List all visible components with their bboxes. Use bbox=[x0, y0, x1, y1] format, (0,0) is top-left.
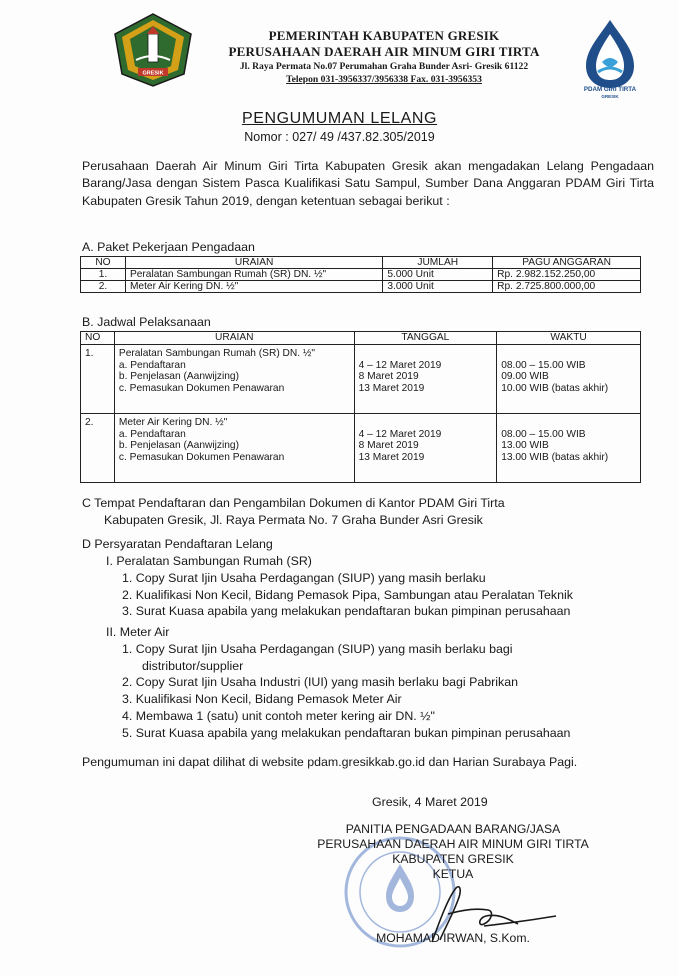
schedule-date: 4 – 12 Maret 2019 bbox=[358, 428, 442, 440]
cell-uraian: Meter Air Kering DN. ½" bbox=[125, 281, 382, 293]
cell-no: 1. bbox=[81, 345, 115, 414]
table-header-row bbox=[81, 332, 641, 345]
cell-jumlah: 5.000 Unit bbox=[383, 269, 493, 281]
cell-no: 1. bbox=[81, 269, 126, 281]
cell-waktu bbox=[497, 414, 641, 483]
intro-paragraph: Perusahaan Daerah Air Minum Giri Tirta Kabupaten Gresik akan mengadakan Lelang Pengadaan Barang/Jasa dengan Sistem Pasca Kualifikasi Satu Sampul, Sumber Dana Anggaran PDAM Giri Tirta Kabupaten Gresik Tahun 2019, dengan ketentuan sebagai berikut : bbox=[82, 159, 654, 208]
column-header: JUMLAH bbox=[383, 257, 493, 269]
table-row bbox=[81, 269, 641, 281]
place-date: Gresik, 4 Maret 2019 bbox=[372, 795, 488, 809]
cell-tanggal bbox=[354, 414, 497, 483]
package-table bbox=[80, 256, 641, 293]
section-d-heading: D Persyaratan Pendaftaran Lelang bbox=[82, 537, 273, 551]
cell-tanggal bbox=[354, 345, 497, 414]
cell-uraian bbox=[114, 345, 354, 414]
schedule-time: 13.00 WIB (batas akhir) bbox=[501, 451, 609, 463]
column-header: PAGU ANGGARAN bbox=[493, 257, 641, 269]
column-header: NO bbox=[81, 257, 126, 269]
schedule-step: a. Pendaftaran bbox=[118, 359, 186, 371]
handwritten-signature bbox=[392, 880, 562, 950]
group-title: I. Peralatan Sambungan Rumah (SR) bbox=[106, 554, 312, 568]
section-c-line: C Tempat Pendaftaran dan Pengambilan Dokumen di Kantor PDAM Giri Tirta bbox=[82, 496, 505, 510]
list-item: 3. Kualifikasi Non Kecil, Bidang Pemasok Meter Air bbox=[122, 692, 402, 707]
list-item-continuation: distributor/supplier bbox=[142, 658, 244, 673]
cell-pagu: Rp. 2.725.800.000,00 bbox=[493, 281, 641, 293]
cell-waktu bbox=[497, 345, 641, 414]
schedule-step: b. Penjelasan (Aanwijzing) bbox=[118, 371, 239, 383]
announcement-number: Nomor : 027/ 49 /437.82.305/2019 bbox=[244, 130, 435, 144]
schedule-date: 13 Maret 2019 bbox=[358, 451, 425, 463]
committee-line: PANITIA PENGADAAN BARANG/JASA bbox=[345, 822, 561, 836]
schedule-step: c. Pemasukan Dokumen Penawaran bbox=[118, 382, 285, 394]
cell-uraian: Peralatan Sambungan Rumah (SR) DN. ½" bbox=[125, 269, 382, 281]
schedule-date: 4 – 12 Maret 2019 bbox=[358, 359, 442, 371]
schedule-time: 08.00 – 15.00 WIB bbox=[501, 428, 586, 440]
regency-line: KABUPATEN GRESIK bbox=[392, 852, 514, 866]
schedule-time: 09.00 WIB bbox=[501, 371, 549, 383]
list-item: 2. Kualifikasi Non Kecil, Bidang Pemasok Pipa, Sambungan atau Peralatan Teknik bbox=[122, 587, 573, 602]
schedule-step: b. Penjelasan (Aanwijzing) bbox=[118, 440, 239, 452]
letterhead-address: Jl. Raya Permata No.07 Perumahan Graha Bunder Asri- Gresik 61122 bbox=[239, 61, 529, 72]
requirements-group-1 bbox=[106, 553, 573, 620]
cell-uraian bbox=[114, 414, 354, 483]
schedule-item-title: Peralatan Sambungan Rumah (SR) DN. ½" bbox=[118, 348, 316, 359]
role-line: KETUA bbox=[432, 867, 474, 881]
schedule-table bbox=[80, 331, 641, 483]
company-line: PERUSAHAAN DAERAH AIR MINUM GIRI TIRTA bbox=[317, 837, 589, 851]
list-item: 1. Copy Surat Ijin Usaha Perdagangan (SIUP) yang masih berlaku bbox=[122, 570, 486, 585]
list-item: 5. Surat Kuasa apabila yang melakukan pendaftaran bukan pimpinan perusahaan bbox=[122, 725, 571, 740]
table-row bbox=[81, 345, 641, 414]
section-c-line: Kabupaten Gresik, Jl. Raya Permata No. 7 Graha Bunder Asri Gresik bbox=[104, 513, 483, 527]
logo-text: GRESIK bbox=[142, 70, 164, 77]
gresik-regency-logo bbox=[112, 12, 194, 88]
list-item: 4. Membawa 1 (satu) unit contoh meter kering air DN. ½" bbox=[122, 708, 435, 723]
cell-jumlah: 3.000 Unit bbox=[383, 281, 493, 293]
pdam-logo-caption: PDAM GIRI TIRTA GRESIK bbox=[583, 86, 637, 99]
list-item: 3. Surat Kuasa apabila yang melakukan pendaftaran bukan pimpinan perusahaan bbox=[122, 604, 571, 619]
schedule-time: 13.00 WIB bbox=[501, 440, 549, 452]
schedule-step: c. Pemasukan Dokumen Penawaran bbox=[118, 451, 285, 463]
announcement-title: PENGUMUMAN LELANG bbox=[241, 110, 438, 127]
signer-name: MOHAMAD IRWAN, S.Kom. bbox=[376, 931, 530, 945]
list-item: 2. Copy Surat Ijin Usaha Industri (IUI) yang masih berlaku bagi Pabrikan bbox=[122, 675, 519, 690]
cell-no: 2. bbox=[81, 281, 126, 293]
column-header: URAIAN bbox=[125, 257, 382, 269]
schedule-date: 8 Maret 2019 bbox=[358, 440, 419, 452]
schedule-date: 13 Maret 2019 bbox=[358, 382, 425, 394]
table-row bbox=[81, 414, 641, 483]
column-header: TANGGAL bbox=[354, 332, 497, 345]
letterhead-phone: Telepon 031-3956337/3956338 Fax. 031-3956353 bbox=[286, 74, 482, 85]
cell-no: 2. bbox=[81, 414, 115, 483]
schedule-item-title: Meter Air Kering DN. ½" bbox=[118, 417, 228, 428]
closing-note: Pengumuman ini dapat dilihat di website pdam.gresikkab.go.id dan Harian Surabaya Pagi. bbox=[82, 755, 578, 769]
column-header: WAKTU bbox=[497, 332, 641, 345]
table-header-row bbox=[81, 257, 641, 269]
table-row bbox=[81, 281, 641, 293]
column-header: URAIAN bbox=[114, 332, 354, 345]
section-a-heading: A. Paket Pekerjaan Pengadaan bbox=[82, 240, 255, 254]
letterhead bbox=[198, 28, 570, 86]
requirements-group-2 bbox=[106, 624, 654, 742]
group-title: II. Meter Air bbox=[106, 625, 170, 639]
column-header: NO bbox=[81, 332, 115, 345]
schedule-time: 10.00 WIB (batas akhir) bbox=[501, 382, 609, 394]
section-b-heading: B. Jadwal Pelaksanaan bbox=[82, 315, 211, 329]
letterhead-company: PERUSAHAAN DAERAH AIR MINUM GIRI TIRTA bbox=[228, 44, 540, 59]
schedule-step: a. Pendaftaran bbox=[118, 428, 186, 440]
cell-pagu: Rp. 2.982.152.250,00 bbox=[493, 269, 641, 281]
section-c bbox=[82, 495, 654, 529]
schedule-date: 8 Maret 2019 bbox=[358, 371, 419, 383]
schedule-time: 08.00 – 15.00 WIB bbox=[501, 359, 586, 371]
letterhead-government: PEMERINTAH KABUPATEN GRESIK bbox=[268, 28, 500, 43]
list-item: 1. Copy Surat Ijin Usaha Perdagangan (SIUP) yang masih berlaku bagi bbox=[122, 641, 513, 656]
